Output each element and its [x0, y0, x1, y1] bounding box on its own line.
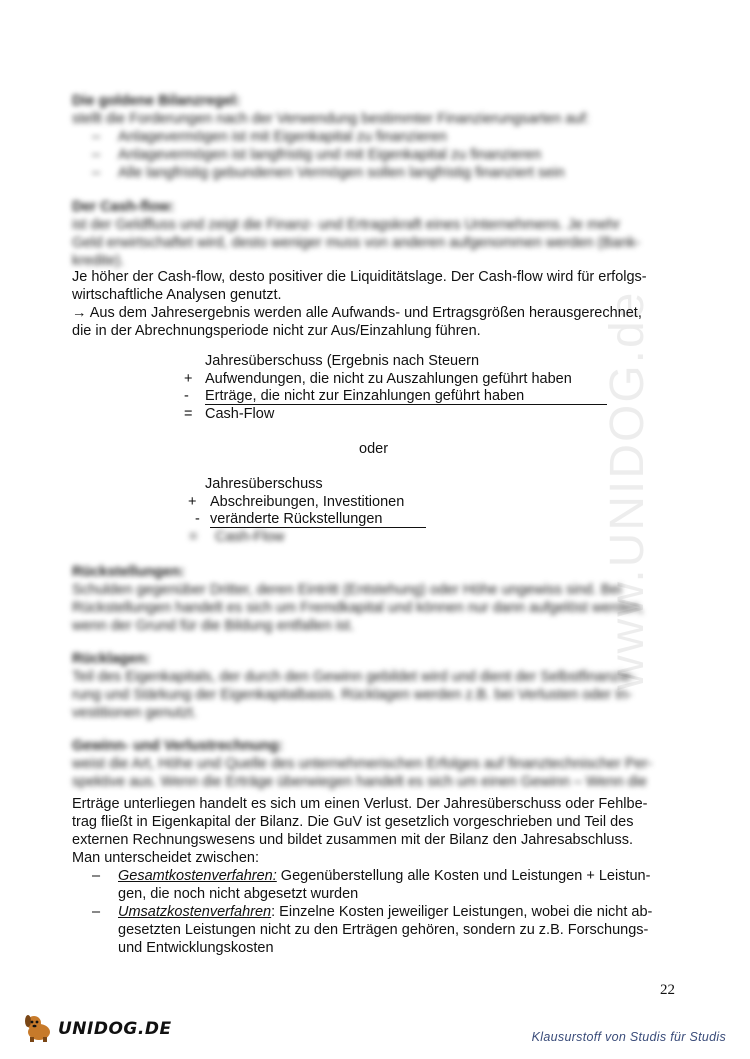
- section-line: Rückstellungen handelt es sich um Fremdkapital und können nur dann aufgelöst werden,: [72, 600, 644, 616]
- item-text: Gegenüberstellung alle Kosten und Leistungen + Leistun-: [276, 868, 651, 884]
- text-line: Erträge unterliegen handelt es sich um einen Verlust. Der Jahresüberschuss oder Fehlbe-: [72, 796, 648, 812]
- rueckstellungen-section: [72, 563, 672, 635]
- section-heading: Rücklagen:: [72, 651, 151, 667]
- list-item: [92, 867, 682, 903]
- item-text: und Entwicklungskosten: [118, 940, 274, 956]
- section-text: stellt die Forderungen nach der Verwendung bestimmter Finanzierungsarten auf:: [72, 111, 590, 127]
- goldene-list: [92, 128, 612, 182]
- guv-section-blurred: [72, 737, 672, 791]
- dog-icon: [22, 1012, 56, 1046]
- section-line: kredite).: [72, 253, 125, 269]
- text-line: → Aus dem Jahresergebnis werden alle Aufwands- und Ertragsgrößen herausgerechnet,: [72, 305, 642, 321]
- text-line: wirtschaftliche Analysen genutzt.: [72, 287, 282, 303]
- calc-text: Cash-Flow: [215, 528, 285, 545]
- list-item: – Anlagevermögen ist langfristig und mit Eigenkapital zu finanzieren: [92, 146, 612, 164]
- term: Gesamtkostenverfahren:: [118, 868, 277, 884]
- calc-line: [184, 371, 614, 389]
- calc-text: Jahresüberschuss (Ergebnis nach Steuern: [205, 353, 480, 369]
- cashflow-section-blurred: [72, 198, 672, 270]
- calc-text: veränderte Rückstellungen: [210, 512, 426, 528]
- term: Umsatzkostenverfahren: [118, 904, 272, 920]
- calc-text: Aufwendungen, die nicht zu Auszahlungen geführt haben: [205, 370, 572, 387]
- equals-sign: =: [189, 528, 198, 545]
- minus-sign: -: [195, 511, 200, 527]
- section-line: Schulden gegenüber Dritter, deren Eintritt (Entstehung) oder Höhe ungewiss sind. Bei: [72, 582, 622, 598]
- goldene-bilanzregel-section: [72, 92, 672, 128]
- item-text: gen, die noch nicht abgesetzt wurden: [118, 886, 359, 902]
- calc-text: Abschreibungen, Investitionen: [210, 493, 405, 510]
- item-text: gesetzten Leistungen nicht zu den Erträgen gehören, sondern zu z.B. Forschungs-: [118, 922, 649, 938]
- watermark: www.UNIDOG.de: [601, 290, 654, 690]
- list-item: – Anlagevermögen ist mit Eigenkapital zu finanzieren: [92, 128, 612, 146]
- oder-label: oder: [359, 441, 389, 457]
- section-line: vestitionen genutzt.: [72, 705, 197, 721]
- section-heading: Rückstellungen:: [72, 564, 185, 580]
- calc-line: [184, 353, 614, 371]
- section-heading: Gewinn- und Verlustrechnung:: [72, 738, 284, 754]
- text-line: Man unterscheidet zwischen:: [72, 850, 259, 866]
- section-line: spektive aus. Wenn die Erträge überwiegen handelt es sich um einen Gewinn – Wenn die: [72, 774, 647, 790]
- calc-text: Erträge, die nicht zur Einzahlungen geführt haben: [205, 389, 607, 405]
- text-line: externen Rechnungswesens und bildet zusammen mit der Bilanz den Jahresabschluss.: [72, 832, 633, 848]
- calc-line: [188, 529, 448, 547]
- calc-line: [188, 494, 448, 512]
- section-line: wenn der Grund für die Bildung entfallen ist.: [72, 618, 355, 634]
- section-heading: Der Cash-flow:: [72, 199, 175, 215]
- unidog-logo: [22, 1012, 172, 1046]
- guv-list: [92, 867, 682, 957]
- ruecklagen-section: [72, 650, 672, 722]
- footer-tagline: Klausurstoff von Studis für Studis: [531, 1030, 726, 1044]
- equals-sign: =: [184, 405, 193, 422]
- calc-line: [188, 511, 448, 529]
- plus-sign: +: [184, 370, 193, 387]
- calc-text: Cash-Flow: [205, 405, 275, 422]
- section-line: Teil des Eigenkapitals, der durch den Gewinn gebildet wird und dient der Selbstfinanzie-: [72, 669, 636, 685]
- calc-line: [184, 388, 614, 406]
- text-line: die in der Abrechnungsperiode nicht zur Aus/Einzahlung führen.: [72, 323, 481, 339]
- guv-text: [72, 795, 682, 867]
- section-line: weist die Art, Höhe und Quelle des unternehmerischen Erfolges auf finanztechnischer Per-: [72, 756, 653, 772]
- list-item: – Alle langfristig gebundenen Vermögen sollen langfristig finanziert sein: [92, 164, 612, 182]
- logo-text: UNIDOG.DE: [58, 1019, 172, 1039]
- page-number: 22: [660, 982, 675, 998]
- section-line: Geld erwirtschaftet wird, desto weniger muss von anderen aufgenommen werden (Bank-: [72, 235, 641, 251]
- calc-line: [184, 406, 614, 424]
- section-line: rung und Stärkung der Eigenkapitalbasis. Rücklagen werden z.B. bei Verlusten oder In-: [72, 687, 633, 703]
- minus-sign: -: [184, 388, 189, 404]
- calc-line: [188, 476, 448, 494]
- item-text: : Einzelne Kosten jeweiliger Leistungen, wobei die nicht ab-: [271, 904, 653, 920]
- cashflow-calculation-2: [188, 476, 448, 546]
- section-heading: Die goldene Bilanzregel:: [72, 93, 241, 109]
- plus-sign: +: [188, 493, 197, 510]
- section-line: ist der Geldfluss und zeigt die Finanz- und Ertragskraft eines Unternehmens. Je mehr: [72, 217, 621, 233]
- calc-text: Jahresüberschuss: [205, 476, 323, 492]
- cashflow-text: [72, 268, 682, 340]
- text-line: Je höher der Cash-flow, desto positiver die Liquiditätslage. Der Cash-flow wird für erfolgs-: [72, 269, 647, 285]
- list-item: [92, 903, 682, 957]
- cashflow-calculation-1: [184, 353, 614, 423]
- text-line: trag fließt in Eigenkapital der Bilanz. Die GuV ist gesetzlich vorgeschrieben und Teil des: [72, 814, 634, 830]
